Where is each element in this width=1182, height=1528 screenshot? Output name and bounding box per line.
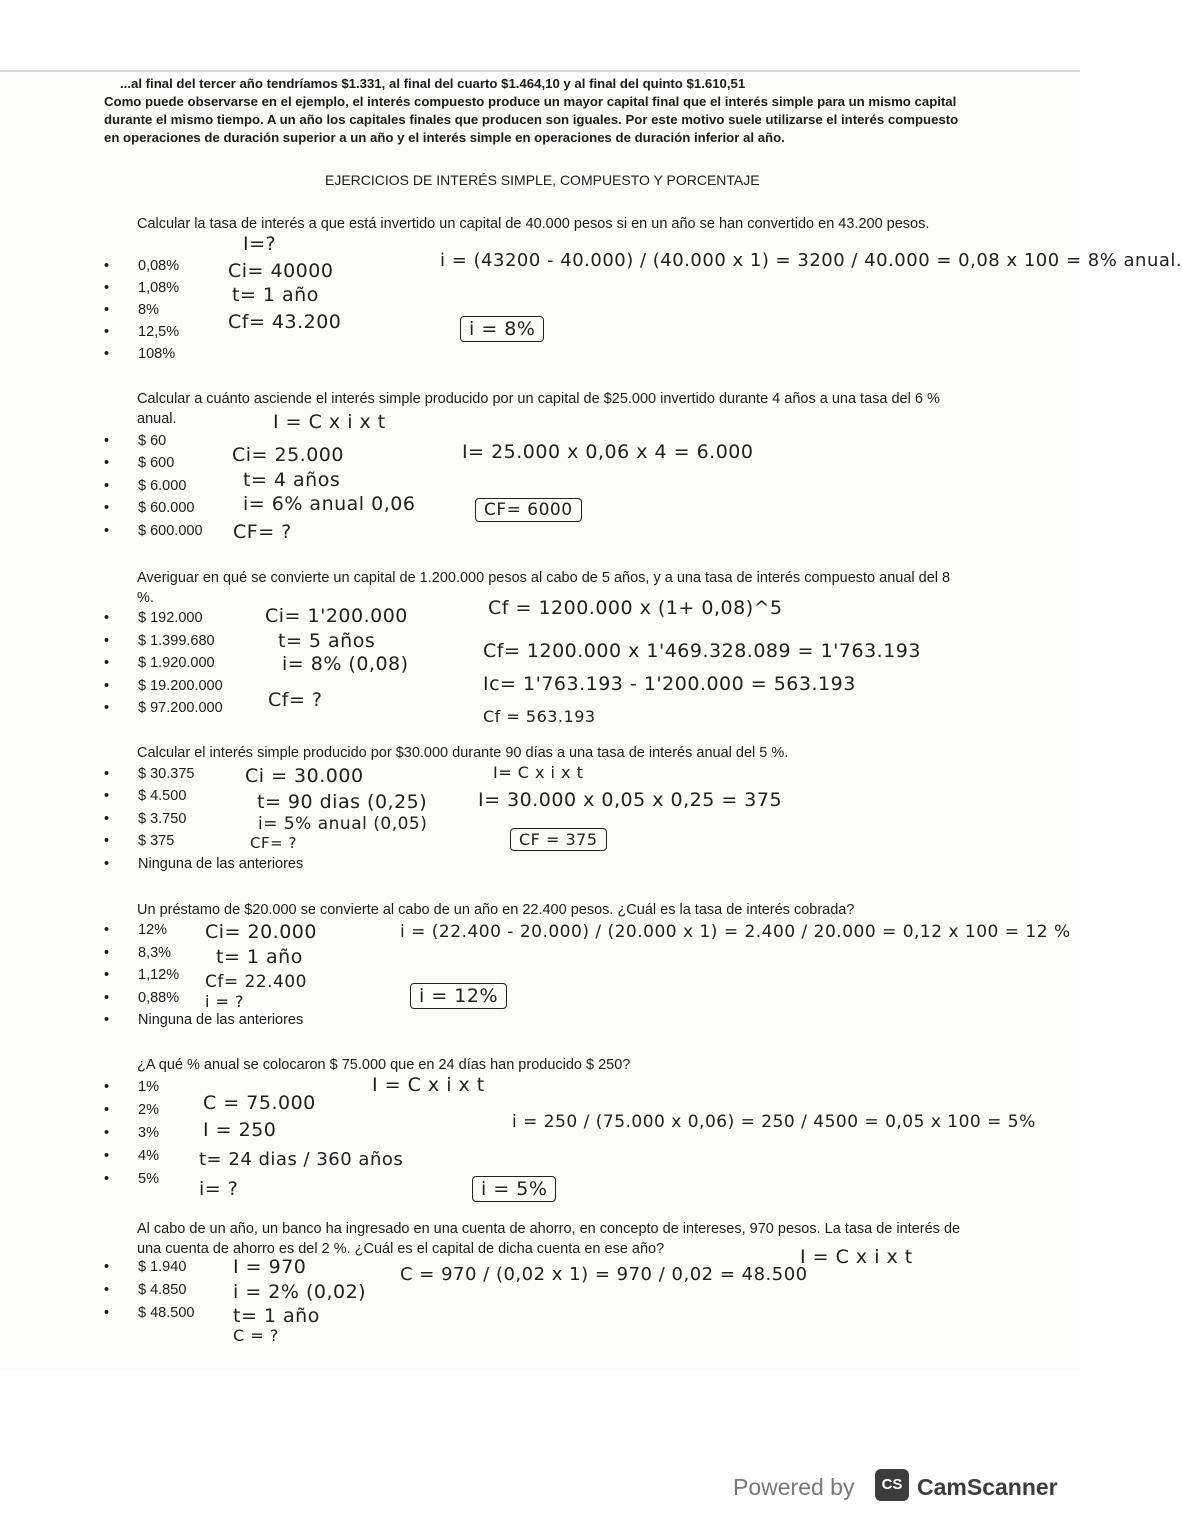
- option: • 0,88%: [104, 990, 180, 1006]
- handwritten-work: Ic= 1'763.193 - 1'200.000 = 563.193: [483, 673, 856, 695]
- option: • $ 600: [104, 455, 175, 471]
- handwritten-work: I= 30.000 x 0,05 x 0,25 = 375: [478, 789, 783, 811]
- handwritten-note: t= 1 año: [233, 1305, 320, 1327]
- option: • 0,08%: [104, 258, 180, 274]
- handwritten-note: C = ?: [233, 1326, 279, 1345]
- handwritten-note: t= 1 año: [216, 946, 303, 968]
- exercise-3-question: Averiguar en qué se convierte un capital de 1.200.000 pesos al cabo de 5 años, y a una tasa de interés compuesto anual del 8 %.: [137, 570, 951, 606]
- handwritten-note: Ci= 1'200.000: [265, 605, 408, 627]
- handwritten-work: i = (43200 - 40.000) / (40.000 x 1) = 3200 / 40.000 = 0,08 x 100 = 8% anual.: [440, 250, 1182, 271]
- handwritten-note: I = 250: [203, 1119, 277, 1141]
- handwritten-note: CF= ?: [250, 834, 297, 852]
- exercise-4-question: Calcular el interés simple producido por $30.000 durante 90 días a una tasa de interés anual del 5 %.: [137, 745, 789, 761]
- handwritten-work: i = 250 / (75.000 x 0,06) = 250 / 4500 = 0,05 x 100 = 5%: [512, 1112, 1036, 1132]
- option: • $ 1.940: [104, 1259, 187, 1275]
- handwritten-answer: CF = 375: [510, 830, 607, 849]
- handwritten-note: Cf= 22.400: [205, 972, 307, 992]
- option: • $ 3.750: [104, 811, 187, 827]
- option: • 2%: [104, 1102, 159, 1118]
- option: • 5%: [104, 1171, 159, 1187]
- handwritten-note: Cf= 43.200: [228, 311, 342, 333]
- exercise-1-question: Calcular la tasa de interés a que está invertido un capital de 40.000 pesos si en un año se han convertido en 43.200 pesos.: [137, 216, 930, 232]
- option: • 8%: [104, 302, 159, 318]
- camscanner-brand: CamScanner: [917, 1474, 1058, 1500]
- handwritten-work: i = (22.400 - 20.000) / (20.000 x 1) = 2.400 / 20.000 = 0,12 x 100 = 12 %: [400, 922, 1071, 942]
- intro-line-4: en operaciones de duración superior a un año y el interés simple en operaciones de duración inferior al año.: [104, 130, 785, 145]
- handwritten-note: I = C x i x t: [372, 1074, 485, 1096]
- option: • 1%: [104, 1079, 159, 1095]
- handwritten-note: Ci= 40000: [228, 260, 334, 282]
- option: • $ 192.000: [104, 610, 203, 626]
- handwritten-note: t= 1 año: [232, 284, 319, 306]
- exercise-2-question: Calcular a cuánto asciende el interés simple producido por un capital de $25.000 invertido durante 4 años a una tasa del 6 % anual.: [137, 391, 940, 427]
- exercise-7-question: Al cabo de un año, un banco ha ingresado en una cuenta de ahorro, en concepto de intereses, 970 pesos. La tasa de interés de una cuenta de ahorro es del 2 %. ¿Cuál es el capital de dicha cuenta en ese año?: [137, 1221, 961, 1257]
- handwritten-work: I = C x i x t: [800, 1246, 913, 1268]
- powered-by-text: Powered by: [733, 1474, 855, 1500]
- page-title: EJERCICIOS DE INTERÉS SIMPLE, COMPUESTO Y PORCENTAJE: [325, 172, 760, 188]
- option: • $ 600.000: [104, 523, 203, 539]
- option: • Ninguna de las anteriores: [104, 856, 304, 872]
- handwritten-note: i= 6% anual 0,06: [243, 493, 416, 515]
- handwritten-note: i= 5% anual (0,05): [258, 814, 428, 834]
- handwritten-note: i = ?: [205, 992, 245, 1011]
- option: • $ 375: [104, 833, 175, 849]
- option: • 3%: [104, 1125, 159, 1141]
- handwritten-note: I = C x i x t: [273, 411, 386, 433]
- option: • $ 4.850: [104, 1282, 187, 1298]
- handwritten-work: I= C x i x t: [493, 763, 584, 782]
- handwritten-note: i = 2% (0,02): [233, 1281, 367, 1303]
- handwritten-work: I= 25.000 x 0,06 x 4 = 6.000: [462, 441, 754, 463]
- option: • 12,5%: [104, 324, 180, 340]
- option: • 12%: [104, 922, 168, 938]
- option: • 108%: [104, 346, 176, 362]
- handwritten-note: Ci = 30.000: [245, 765, 364, 787]
- option: • $ 60.000: [104, 500, 195, 516]
- handwritten-work: Cf= 1200.000 x 1'469.328.089 = 1'763.193: [483, 640, 921, 662]
- option: • 8,3%: [104, 945, 172, 961]
- handwritten-answer: i = 8%: [460, 318, 544, 340]
- footer-area: [0, 1370, 1080, 1528]
- handwritten-work: C = 970 / (0,02 x 1) = 970 / 0,02 = 48.500: [400, 1264, 808, 1285]
- handwritten-note: t= 4 años: [243, 469, 341, 491]
- option: • $ 97.200.000: [104, 700, 223, 716]
- handwritten-note: t= 24 dias / 360 años: [199, 1149, 404, 1170]
- camscanner-logo-icon: CS: [875, 1469, 909, 1501]
- handwritten-answer: i = 12%: [410, 985, 507, 1007]
- handwritten-note: t= 5 años: [278, 630, 376, 652]
- option: • $ 6.000: [104, 478, 187, 494]
- option: • Ninguna de las anteriores: [104, 1012, 304, 1028]
- option: • $ 1.399.680: [104, 633, 215, 649]
- option: • 4%: [104, 1148, 159, 1164]
- exercise-6-question: ¿A qué % anual se colocaron $ 75.000 que en 24 días han producido $ 250?: [137, 1057, 631, 1073]
- handwritten-note: Cf= ?: [268, 689, 323, 711]
- option: • $ 19.200.000: [104, 678, 223, 694]
- handwritten-work: Cf = 1200.000 x (1+ 0,08)^5: [488, 597, 783, 619]
- handwritten-note: i= ?: [199, 1178, 239, 1200]
- handwritten-note: I=?: [243, 233, 277, 255]
- handwritten-note: C = 75.000: [203, 1092, 316, 1114]
- handwritten-note: t= 90 dias (0,25): [257, 791, 428, 813]
- intro-line-1: ...al final del tercer año tendríamos $1.331, al final del cuarto $1.464,10 y al final del quinto $1.610,51: [120, 76, 746, 91]
- handwritten-note: I = 970: [233, 1256, 307, 1278]
- page-edge: [0, 70, 1080, 72]
- intro-line-2: Como puede observarse en el ejemplo, el interés compuesto produce un mayor capital final que el interés simple para un mismo capital: [104, 94, 957, 109]
- option: • 1,08%: [104, 280, 180, 296]
- handwritten-note: Ci= 20.000: [205, 921, 317, 943]
- handwritten-answer: i = 5%: [472, 1178, 556, 1200]
- option: • $ 48.500: [104, 1305, 195, 1321]
- handwritten-answer: Cf = 563.193: [483, 707, 596, 726]
- intro-line-3: durante el mismo tiempo. A un año los capitales finales que producen son iguales. Por este motivo suele utilizarse el interés compuesto: [104, 112, 959, 127]
- handwritten-answer: CF= 6000: [475, 500, 582, 520]
- option: • $ 60: [104, 433, 167, 449]
- option: • $ 4.500: [104, 788, 187, 804]
- exercise-5-question: Un préstamo de $20.000 se convierte al cabo de un año en 22.400 pesos. ¿Cuál es la tasa de interés cobrada?: [137, 902, 855, 918]
- handwritten-note: i= 8% (0,08): [282, 653, 409, 675]
- option: • $ 30.375: [104, 766, 195, 782]
- option: • $ 1.920.000: [104, 655, 215, 671]
- handwritten-note: CF= ?: [233, 521, 292, 543]
- option: • 1,12%: [104, 967, 180, 983]
- handwritten-note: Ci= 25.000: [232, 444, 344, 466]
